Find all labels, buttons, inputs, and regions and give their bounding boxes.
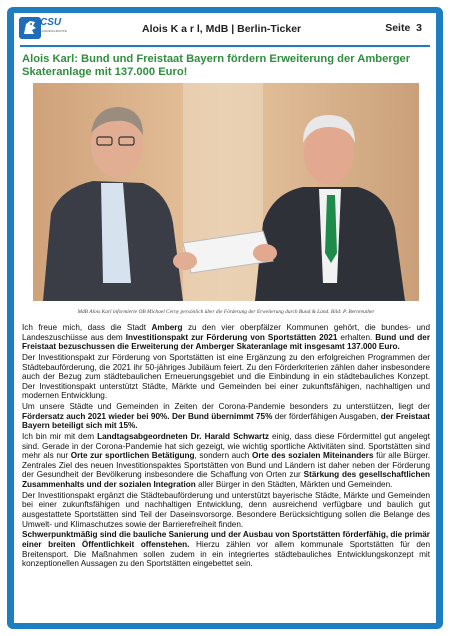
- bold-text-run: Bund und der Freistaat bezuschussen die Erweiterung der Amberger Skateranlage mit insgesamt 137.000 Euro.: [22, 332, 430, 352]
- page-header: [14, 13, 436, 43]
- text-run: Der Investitionspakt ergänzt die Städtebauförderung und unterstützt bayerische Städte, Märkte und Gemeinden bei einer zukunftsfähigen und nachhaltigen Entwicklung, denn ausreichend verfügbare und baulich gut ausgestattete Sportstätten sind Teil der Daseinsvorsorge. Besondere Berücksichtigung sollen die Belange des Umwelt- und Klimaschutzes sowie der Barrierefreiheit finden.: [22, 490, 430, 529]
- bold-text-run: Orte zur sportlichen Betätigung: [70, 451, 195, 461]
- logo-subtext: LANDESGRUPPE: [40, 29, 68, 33]
- article-photo: [33, 83, 419, 301]
- bold-text-run: der Freistaat Bayern beteiligt sich mit 15%.: [22, 411, 430, 431]
- text-run: Um unsere Städte und Gemeinden in Zeiten der Corona-Pandemie besonders zu unterstützen, liegt der: [22, 402, 430, 412]
- text-run: , sondern auch: [194, 451, 252, 461]
- bold-text-run: Stärkung des gesellschaftlichen Zusammenhalts und der sozialen Integration: [22, 470, 430, 490]
- article-paragraph: [22, 323, 430, 352]
- article-headline: Alois Karl: Bund und Freistaat Bayern fördern Erweiterung der Amberger Skateranlage mit 137.000 Euro!: [22, 53, 411, 79]
- bold-text-run: Landtagsabgeordneten Dr. Harald Schwartz: [97, 432, 270, 442]
- text-run: Der Investitionspakt zur Förderung von Sportstätten ist eine Ergänzung zu den erfolgreichen Programmen der Städtebauförderung, die 2021 ihr 50-jähriges Jubiläum feiert. Zu den Förderkriterien zählen daher insbesondere auch der Bezug zum städtebaulichen Erneuerungsgebiet und die Einbindung in ein städtebauliches Konzept. Der Investitionspakt unterstützt Städte, Märkte und Gemeinden bei einer zukunftsfähigen, nachhaltigen und modernen Entwicklung.: [22, 352, 430, 401]
- bold-text-run: Amberg: [151, 323, 183, 332]
- text-run: der förderfähigen Ausgaben,: [272, 411, 381, 421]
- text-run: einig, dass diese Fördermittel gut angelegt sind. Gerade in der Corona-Pandemie hat sich gezeigt, wie wichtig sportliche Aktivitäten sind. Sportstätten sind mehr als nur: [22, 432, 430, 461]
- newsletter-page: [14, 13, 436, 623]
- header-title: Alois K a r l, MdB | Berlin-Ticker: [142, 23, 302, 35]
- text-run: zu den vier oberpfälzer Kommunen gehört, die bundes- und Landeszuschüsse aus dem: [22, 323, 430, 342]
- text-run: erhalten.: [337, 332, 376, 342]
- text-run: Ich bin mir mit dem: [22, 432, 98, 442]
- photo-caption: MdB Alois Karl informierte OB Michael Cerny persönlich über die Förderung der Erweiterung durch Bund & Land. Bild: P. Bernreuther: [77, 309, 375, 315]
- article-paragraph: [22, 432, 430, 490]
- text-run: Ich freue mich, dass die Stadt: [22, 323, 152, 332]
- bold-text-run: Orte des sozialen Miteinanders: [251, 451, 374, 461]
- article-paragraph: [22, 402, 430, 431]
- article-body: [22, 323, 430, 570]
- header-divider: [20, 45, 430, 47]
- logo-text: CSU: [40, 17, 62, 28]
- article-paragraph: [22, 353, 430, 401]
- page-label: Seite: [385, 22, 411, 34]
- bold-text-run: Fördersatz auch 2021 wieder bei 90%. Der Bund übernimmt 75%: [22, 411, 273, 421]
- bold-text-run: Schwerpunktmäßig sind die bauliche Sanierung und der Ausbau von Sportstätten förderfähig, die primär einer breiten Öffentlichkeit offenstehen.: [22, 530, 430, 549]
- text-run: aller Bürger in den Städten, Märkten und Gemeinden.: [195, 480, 393, 490]
- article-paragraph: [22, 530, 430, 568]
- article-paragraph: [22, 491, 430, 529]
- page-number: 3: [416, 22, 422, 34]
- text-run: für alle Bürger. Zentrales Ziel des neuen Investitionspaktes Sportstätten von Bund und Ländern ist daher neben der Förderung der Gesundheit der Bevölkerung insbesondere die Schaffung von Orten zur: [22, 451, 431, 480]
- page-number-label: [385, 22, 422, 34]
- bold-text-run: Investitionspakt zur Förderung von Sportstätten 2021: [125, 332, 338, 342]
- text-run: Hierzu zählen vor allem kommunale Sportstätten für den Breitensport. Die Maßnahmen sollen zudem in ein integriertes städtebauliches Entwicklungskonzept mit konzeptionellen Aussagen zu den Sportstätten eingebettet sein.: [22, 540, 430, 569]
